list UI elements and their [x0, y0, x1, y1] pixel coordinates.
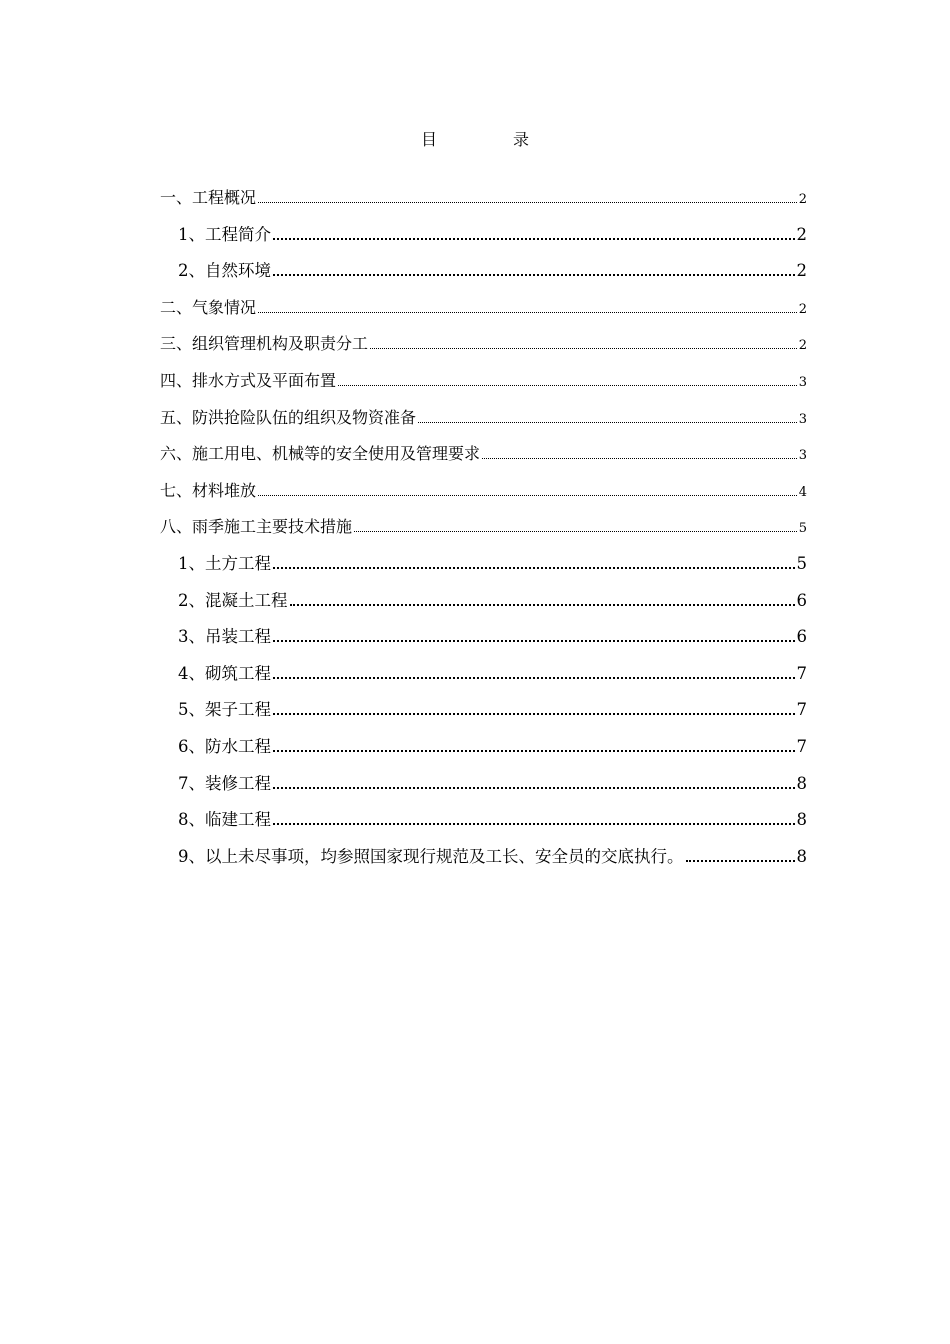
toc-entry[interactable]	[160, 223, 807, 260]
toc-entry[interactable]	[160, 772, 807, 809]
toc-entry-page: 5	[798, 521, 807, 537]
toc-dot-leader	[273, 274, 795, 276]
toc-entry-label: 三、组织管理机构及职责分工	[160, 334, 369, 354]
toc-entry-page: 7	[796, 700, 807, 720]
toc-entry-label: 二、气象情况	[160, 297, 257, 317]
toc-entry-page: 2	[798, 192, 807, 207]
toc-entry-label: 六、施工用电、机械等的安全使用及管理要求	[160, 444, 481, 464]
toc-dot-leader	[686, 860, 795, 862]
toc-list	[160, 186, 807, 881]
toc-entry[interactable]	[160, 808, 807, 845]
toc-entry-page: 3	[798, 448, 807, 464]
toc-entry[interactable]	[160, 186, 807, 223]
toc-entry-label: 4、砌筑工程	[178, 663, 271, 683]
toc-entry-page: 6	[796, 627, 807, 647]
toc-entry[interactable]	[160, 625, 807, 662]
toc-entry-page: 7	[796, 736, 807, 756]
toc-dot-leader	[273, 787, 795, 789]
toc-entry[interactable]	[160, 515, 807, 552]
toc-entry[interactable]	[160, 442, 807, 479]
toc-entry-page: 5	[796, 553, 807, 573]
toc-dot-leader	[258, 312, 797, 313]
toc-entry-label: 七、材料堆放	[160, 480, 257, 500]
toc-entry-page: 8	[796, 773, 807, 793]
toc-entry-label: 2、混凝土工程	[178, 590, 288, 610]
toc-entry-page: 6	[796, 590, 807, 610]
toc-entry-page: 2	[796, 224, 807, 244]
toc-entry[interactable]	[160, 589, 807, 626]
toc-entry[interactable]	[160, 698, 807, 735]
toc-dot-leader	[273, 640, 795, 642]
toc-dot-leader	[273, 713, 795, 715]
toc-dot-leader	[273, 677, 795, 679]
toc-entry-label: 3、吊装工程	[178, 627, 271, 647]
toc-entry[interactable]	[160, 479, 807, 516]
toc-entry-label: 1、土方工程	[178, 553, 271, 573]
toc-entry-page: 2	[798, 301, 807, 317]
toc-entry-page: 2	[796, 261, 807, 281]
toc-entry-label: 6、防水工程	[178, 736, 271, 756]
toc-dot-leader	[273, 567, 795, 569]
toc-dot-leader	[354, 531, 797, 532]
toc-entry-label: 1、工程简介	[178, 224, 271, 244]
toc-entry-label: 5、架子工程	[178, 700, 271, 720]
toc-dot-leader	[418, 422, 797, 423]
toc-entry[interactable]	[160, 845, 807, 882]
toc-dot-leader	[258, 495, 797, 496]
toc-entry[interactable]	[160, 662, 807, 699]
toc-entry-label: 8、临建工程	[178, 810, 271, 830]
toc-entry-label: 四、排水方式及平面布置	[160, 370, 337, 390]
toc-entry[interactable]	[160, 552, 807, 589]
toc-entry-page: 8	[796, 846, 807, 866]
toc-entry-label: 一、工程概况	[160, 188, 257, 207]
toc-dot-leader	[258, 202, 797, 203]
toc-dot-leader	[370, 348, 797, 349]
toc-entry-label: 2、自然环境	[178, 261, 271, 281]
toc-entry-label: 五、防洪抢险队伍的组织及物资准备	[160, 407, 417, 427]
toc-entry[interactable]	[160, 369, 807, 406]
toc-entry-page: 8	[796, 810, 807, 830]
toc-entry-label: 7、装修工程	[178, 773, 271, 793]
toc-entry-label: 9、以上未尽事项，均参照国家现行规范及工长、安全员的交底执行。	[178, 846, 684, 866]
toc-dot-leader	[273, 238, 795, 240]
toc-entry-page: 3	[798, 374, 807, 390]
toc-title: 目 录	[420, 130, 559, 149]
toc-entry[interactable]	[160, 332, 807, 369]
toc-entry-page: 3	[798, 411, 807, 427]
toc-entry[interactable]	[160, 406, 807, 443]
toc-entry[interactable]	[160, 296, 807, 333]
toc-entry-page: 4	[798, 484, 807, 500]
toc-entry[interactable]	[160, 735, 807, 772]
toc-dot-leader	[482, 458, 797, 459]
toc-dot-leader	[273, 823, 795, 825]
toc-dot-leader	[273, 750, 795, 752]
toc-dot-leader	[338, 385, 797, 386]
toc-entry-page: 7	[796, 663, 807, 683]
toc-entry-label: 八、雨季施工主要技术措施	[160, 517, 353, 537]
toc-entry[interactable]	[160, 259, 807, 296]
toc-dot-leader	[290, 604, 795, 606]
toc-entry-page: 2	[798, 338, 807, 354]
